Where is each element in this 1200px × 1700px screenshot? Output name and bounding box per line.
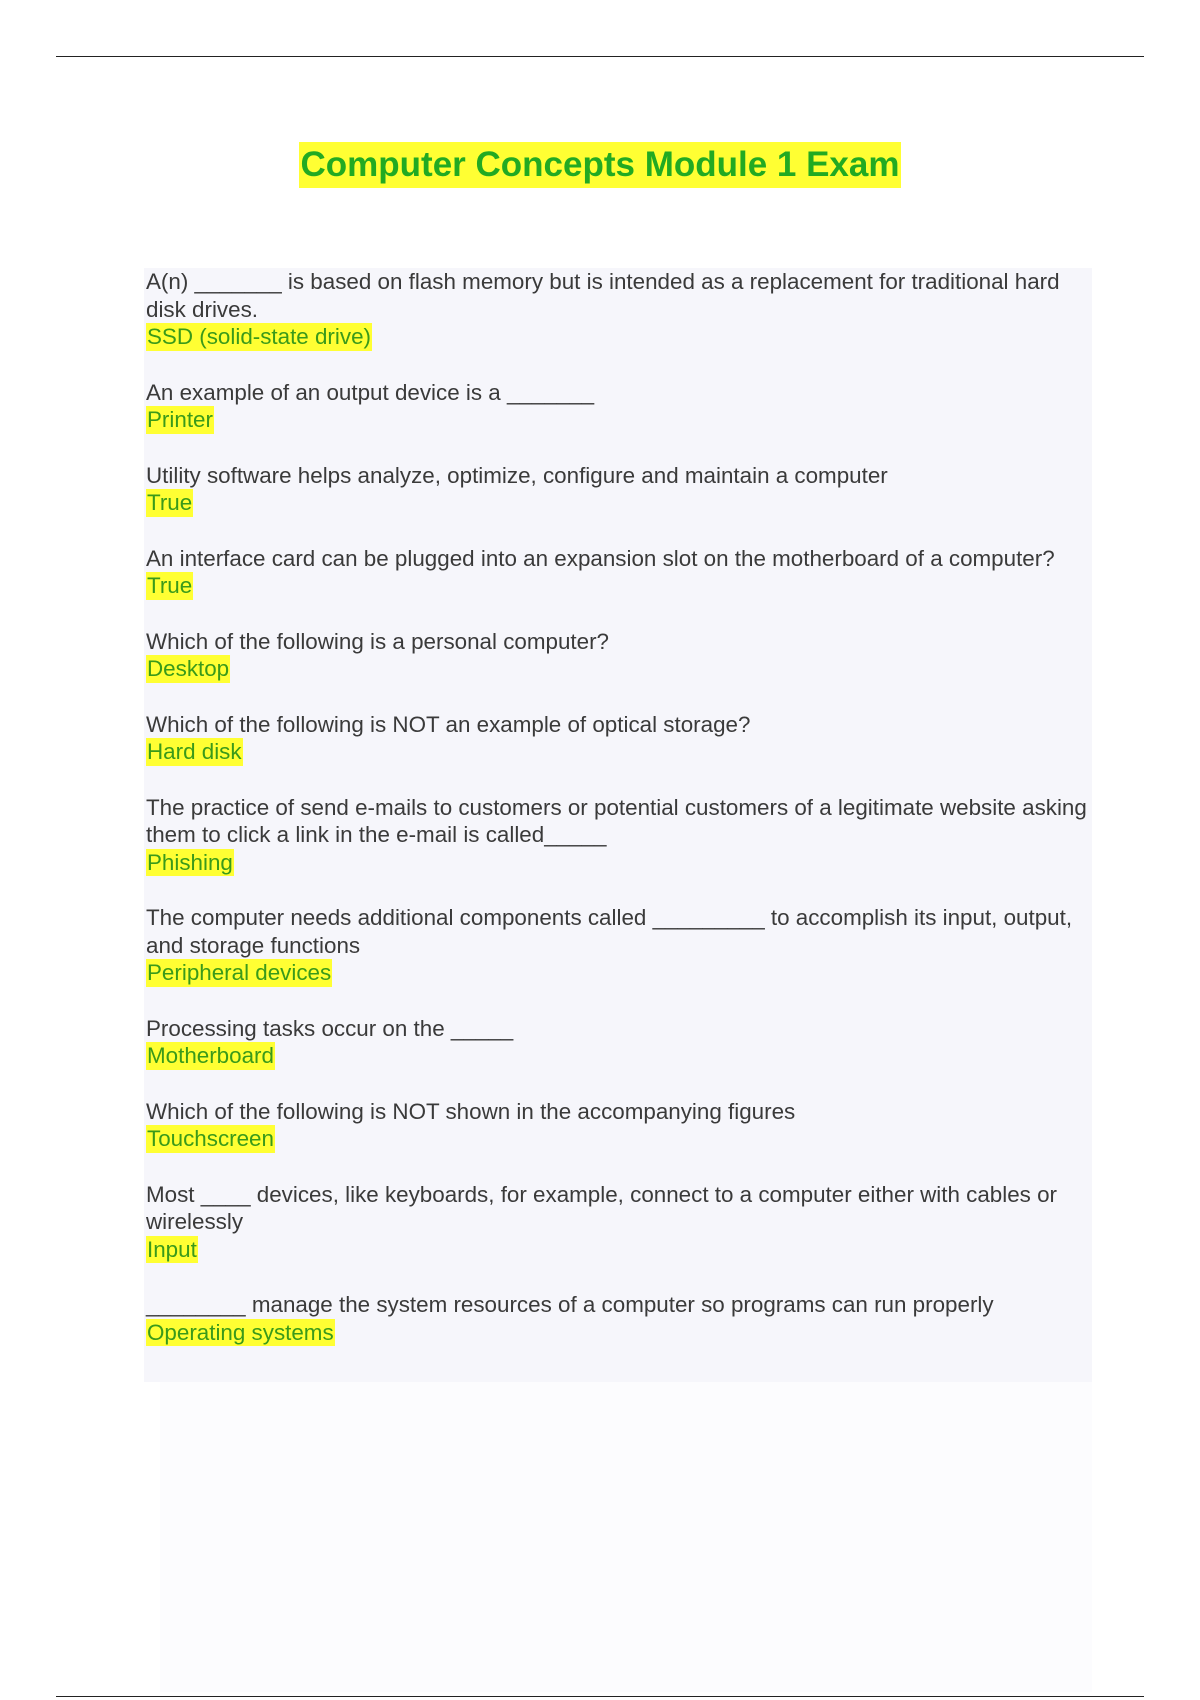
qa-item-11 bbox=[146, 1181, 1090, 1264]
page-shade bbox=[160, 1382, 1092, 1692]
question-text: A(n) _______ is based on flash memory but is intended as a replacement for traditional hard disk drives. bbox=[146, 269, 1060, 322]
answer-text: SSD (solid-state drive) bbox=[147, 324, 371, 349]
question-text: The practice of send e-mails to customers or potential customers of a legitimate website asking them to click a link in the e-mail is called_____ bbox=[146, 794, 1087, 847]
bottom-divider bbox=[56, 1696, 1144, 1697]
question-text: Most ____ devices, like keyboards, for example, connect to a computer either with cables or wirelessly bbox=[146, 1181, 1058, 1234]
answer-text: Motherboard bbox=[147, 1043, 274, 1068]
top-divider bbox=[56, 56, 1144, 57]
qa-item-3 bbox=[146, 462, 1090, 517]
qa-item-9 bbox=[146, 1015, 1090, 1070]
answer-text: Hard disk bbox=[147, 739, 242, 764]
qa-item-6 bbox=[146, 711, 1090, 766]
answer-text: True bbox=[147, 573, 193, 598]
qa-item-7 bbox=[146, 794, 1090, 877]
answer-text: Desktop bbox=[147, 656, 230, 681]
qa-item-10 bbox=[146, 1098, 1090, 1153]
qa-list bbox=[146, 268, 1090, 1374]
qa-item-5 bbox=[146, 628, 1090, 683]
answer-text: Input bbox=[147, 1236, 197, 1262]
qa-item-4 bbox=[146, 545, 1090, 600]
question-text: Which of the following is a personal computer? bbox=[146, 628, 609, 654]
question-text: ________ manage the system resources of a computer so programs can run properly bbox=[146, 1292, 994, 1317]
answer-text: Phishing bbox=[147, 849, 233, 875]
qa-item-2 bbox=[146, 379, 1090, 434]
question-text: Utility software helps analyze, optimize, configure and maintain a computer bbox=[146, 462, 888, 488]
question-text: Which of the following is NOT an example of optical storage? bbox=[146, 711, 751, 737]
answer-text: Touchscreen bbox=[147, 1126, 274, 1151]
qa-item-12 bbox=[146, 1291, 1090, 1346]
question-text: Which of the following is NOT shown in the accompanying figures bbox=[146, 1098, 796, 1124]
answer-text: Peripheral devices bbox=[147, 960, 332, 985]
answer-text: Operating systems bbox=[147, 1319, 334, 1345]
answer-text: True bbox=[147, 490, 193, 515]
title-container bbox=[0, 142, 1200, 188]
question-text: An interface card can be plugged into an expansion slot on the motherboard of a computer? bbox=[146, 545, 1055, 571]
question-text: Processing tasks occur on the _____ bbox=[146, 1015, 514, 1041]
question-text: An example of an output device is a _______ bbox=[146, 379, 595, 405]
qa-item-8 bbox=[146, 904, 1090, 987]
qa-item-1 bbox=[146, 268, 1090, 351]
answer-text: Printer bbox=[147, 407, 213, 432]
question-text: The computer needs additional components called _________ to accomplish its input, output, and storage functions bbox=[146, 905, 1073, 958]
page-title: Computer Concepts Module 1 Exam bbox=[299, 142, 902, 188]
